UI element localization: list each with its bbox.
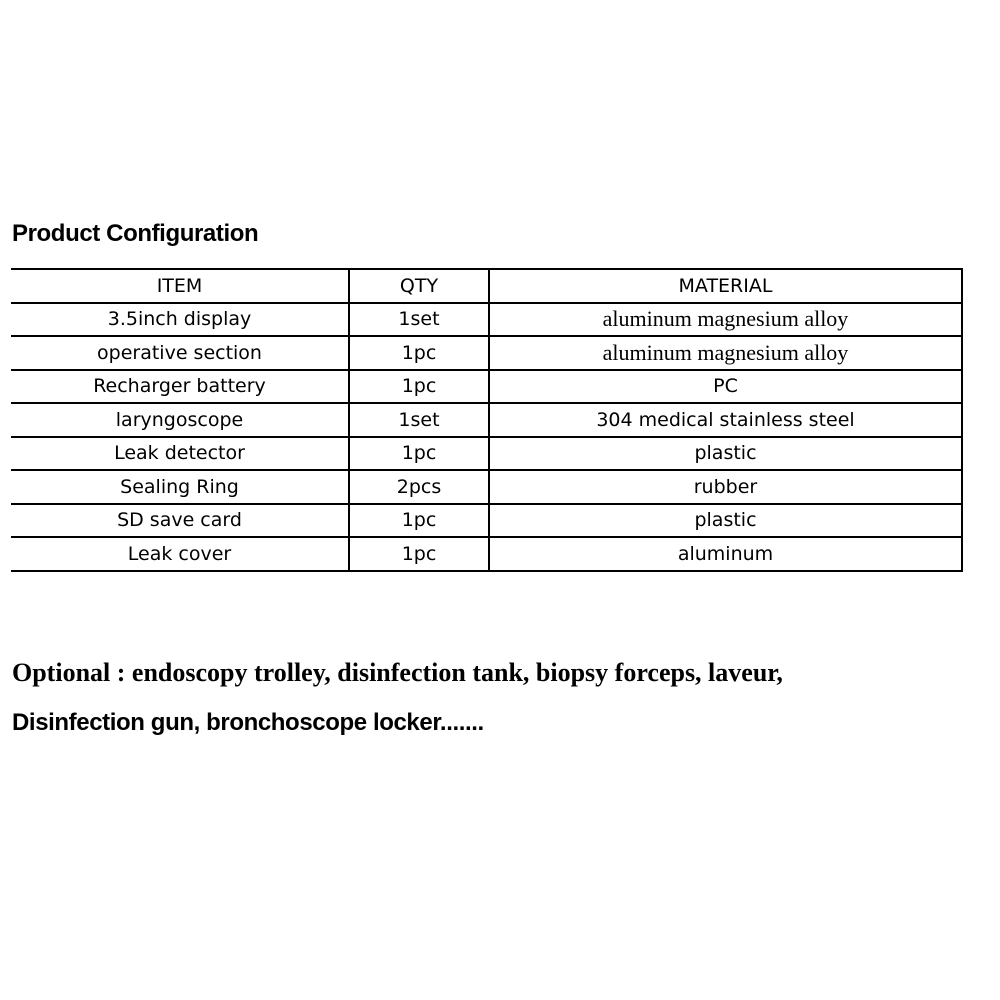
table-row [11, 370, 962, 404]
material-cell: PC [489, 370, 962, 404]
table-row [11, 437, 962, 471]
qty-cell: 1pc [349, 537, 489, 571]
material-cell: rubber [489, 470, 962, 504]
table-header-row [11, 269, 962, 303]
optional-accessories-line: Optional : endoscopy trolley, disinfection tank, biopsy forceps, laveur, [12, 658, 783, 687]
header-material: MATERIAL [489, 269, 962, 303]
table-row [11, 303, 962, 337]
item-cell: operative section [11, 336, 349, 370]
product-configuration-table [11, 268, 963, 572]
table-row [11, 336, 962, 370]
table-row [11, 504, 962, 538]
item-cell: Recharger battery [11, 370, 349, 404]
qty-cell: 1pc [349, 504, 489, 538]
table-row [11, 470, 962, 504]
qty-cell: 1set [349, 403, 489, 437]
qty-cell: 1pc [349, 336, 489, 370]
header-item: ITEM [11, 269, 349, 303]
header-qty: QTY [349, 269, 489, 303]
item-cell: SD save card [11, 504, 349, 538]
optional-accessories-line-2: Disinfection gun, bronchoscope locker....... [12, 709, 484, 736]
table-row [11, 537, 962, 571]
item-cell: Sealing Ring [11, 470, 349, 504]
material-cell: aluminum magnesium alloy [489, 336, 962, 370]
material-cell: plastic [489, 437, 962, 471]
qty-cell: 1set [349, 303, 489, 337]
item-cell: laryngoscope [11, 403, 349, 437]
qty-cell: 2pcs [349, 470, 489, 504]
material-cell: aluminum [489, 537, 962, 571]
material-cell: 304 medical stainless steel [489, 403, 962, 437]
item-cell: 3.5inch display [11, 303, 349, 337]
item-cell: Leak cover [11, 537, 349, 571]
table-row [11, 403, 962, 437]
page-title: Product Configuration [12, 220, 259, 247]
qty-cell: 1pc [349, 437, 489, 471]
material-cell: plastic [489, 504, 962, 538]
qty-cell: 1pc [349, 370, 489, 404]
item-cell: Leak detector [11, 437, 349, 471]
material-cell: aluminum magnesium alloy [489, 303, 962, 337]
